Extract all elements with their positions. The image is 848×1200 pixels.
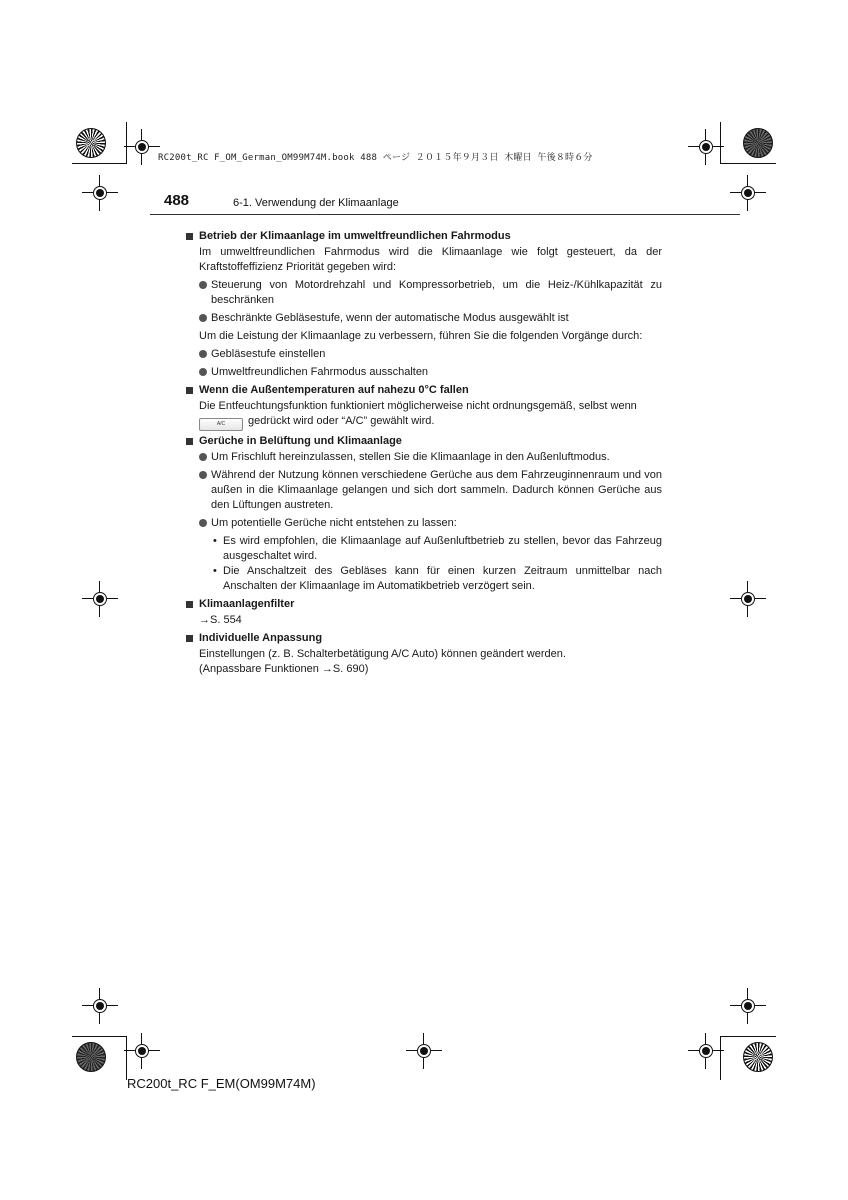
- print-job-info: RC200t_RC F_OM_German_OM99M74M.book 488 ページ ２０１５年９月３日 木曜日 午後８時６分: [158, 153, 593, 163]
- list-item: Während der Nutzung können verschiedene Gerüche aus dem Fahrzeuginnenraum und von außen in die Klimaanlage gelangen und sich dort sammeln. Dadurch können Gerüche aus den Lüftungen austreten.: [199, 468, 662, 513]
- crosshair-mark: [134, 1043, 150, 1059]
- list-item: Um potentielle Gerüche nicht entstehen zu lassen:: [199, 516, 662, 531]
- bullet-icon: [199, 281, 207, 289]
- square-bullet-icon: [186, 438, 193, 445]
- dot-bullet-icon: •: [213, 565, 217, 577]
- heading-odors: Gerüche in Belüftung und Klimaanlage: [186, 434, 662, 449]
- page-link[interactable]: S. 690: [332, 663, 365, 675]
- registration-rosette-top-left: [76, 128, 106, 158]
- trim-line: [72, 163, 127, 164]
- list-item: Um Frischluft hereinzulassen, stellen Sie die Klimaanlage in den Außenluftmodus.: [199, 450, 662, 465]
- trim-line: [126, 122, 127, 164]
- bullet-icon: [199, 519, 207, 527]
- registration-rosette-bottom-left: [76, 1042, 106, 1072]
- square-bullet-icon: [186, 601, 193, 608]
- bullet-icon: [199, 350, 207, 358]
- heading-customization: Individuelle Anpassung: [186, 631, 662, 646]
- footer-model-code: RC200t_RC F_EM(OM99M74M): [127, 1076, 316, 1091]
- registration-rosette-bottom-right: [743, 1042, 773, 1072]
- registration-rosette-top-right: [743, 128, 773, 158]
- trim-line: [720, 163, 776, 164]
- arrow-right-icon: →: [199, 614, 210, 626]
- crosshair-mark: [740, 998, 756, 1014]
- crosshair-mark: [740, 591, 756, 607]
- crosshair-mark: [134, 139, 150, 155]
- trim-line: [72, 1036, 127, 1037]
- crosshair-mark: [698, 1043, 714, 1059]
- heading-eco-mode: Betrieb der Klimaanlage im umweltfreundlichen Fahrmodus: [186, 229, 662, 244]
- square-bullet-icon: [186, 635, 193, 642]
- page-number: 488: [164, 192, 190, 209]
- crosshair-mark: [416, 1043, 432, 1059]
- bullet-icon: [199, 471, 207, 479]
- page-link[interactable]: S. 554: [210, 614, 242, 626]
- crosshair-mark: [92, 591, 108, 607]
- arrow-right-icon: →: [321, 663, 333, 675]
- crosshair-mark: [698, 139, 714, 155]
- bullet-icon: [199, 314, 207, 322]
- trim-line: [720, 122, 721, 164]
- crosshair-mark: [92, 185, 108, 201]
- bullet-icon: [199, 368, 207, 376]
- crosshair-mark: [740, 185, 756, 201]
- trim-line: [720, 1036, 721, 1080]
- square-bullet-icon: [186, 387, 193, 394]
- ac-button-icon: A/C: [199, 418, 243, 431]
- paragraph: Die Entfeuchtungsfunktion funktioniert möglicherweise nicht ordnungsgemäß, selbst wenn A/C gedrückt wird oder “A/C” gewählt wird.: [199, 399, 662, 431]
- header-rule: [150, 214, 740, 215]
- sub-list-item: • Es wird empfohlen, die Klimaanlage auf Außenluftbetrieb zu stellen, bevor das Fahrzeug ausgeschaltet wird.: [213, 535, 662, 562]
- trim-line: [720, 1036, 776, 1037]
- trim-line: [126, 1036, 127, 1080]
- page-reference: [199, 613, 662, 628]
- bullet-icon: [199, 453, 207, 461]
- list-item: Steuerung von Motordrehzahl und Kompressorbetrieb, um die Heiz-/Kühlkapazität zu beschränken: [199, 278, 662, 308]
- section-title: 6-1. Verwendung der Klimaanlage: [233, 197, 399, 209]
- paragraph: Im umweltfreundlichen Fahrmodus wird die Klimaanlage wie folgt gesteuert, da der Kraftstoffeffizienz Priorität gegeben wird:: [199, 246, 662, 273]
- paragraph: Um die Leistung der Klimaanlage zu verbessern, führen Sie die folgenden Vorgänge durch:: [199, 330, 643, 342]
- sub-list-item: • Die Anschaltzeit des Gebläses kann für einen kurzen Zeitraum unmittelbar nach Anschalten der Klimaanlage im Automatikbetrieb verzögert sein.: [213, 565, 662, 592]
- page-content: [186, 226, 662, 680]
- list-item: Umweltfreundlichen Fahrmodus ausschalten: [199, 365, 662, 380]
- crosshair-mark: [92, 998, 108, 1014]
- paragraph: Einstellungen (z. B. Schalterbetätigung A/C Auto) können geändert werden. (Anpassbare Funktionen →S. 690): [199, 648, 566, 675]
- list-item: Beschränkte Gebläsestufe, wenn der automatische Modus ausgewählt ist: [199, 311, 662, 326]
- dot-bullet-icon: •: [213, 535, 217, 547]
- heading-low-temperature: Wenn die Außentemperaturen auf nahezu 0°C fallen: [186, 383, 662, 398]
- list-item: Gebläsestufe einstellen: [199, 347, 662, 362]
- square-bullet-icon: [186, 233, 193, 240]
- heading-filter: Klimaanlagenfilter: [186, 597, 662, 612]
